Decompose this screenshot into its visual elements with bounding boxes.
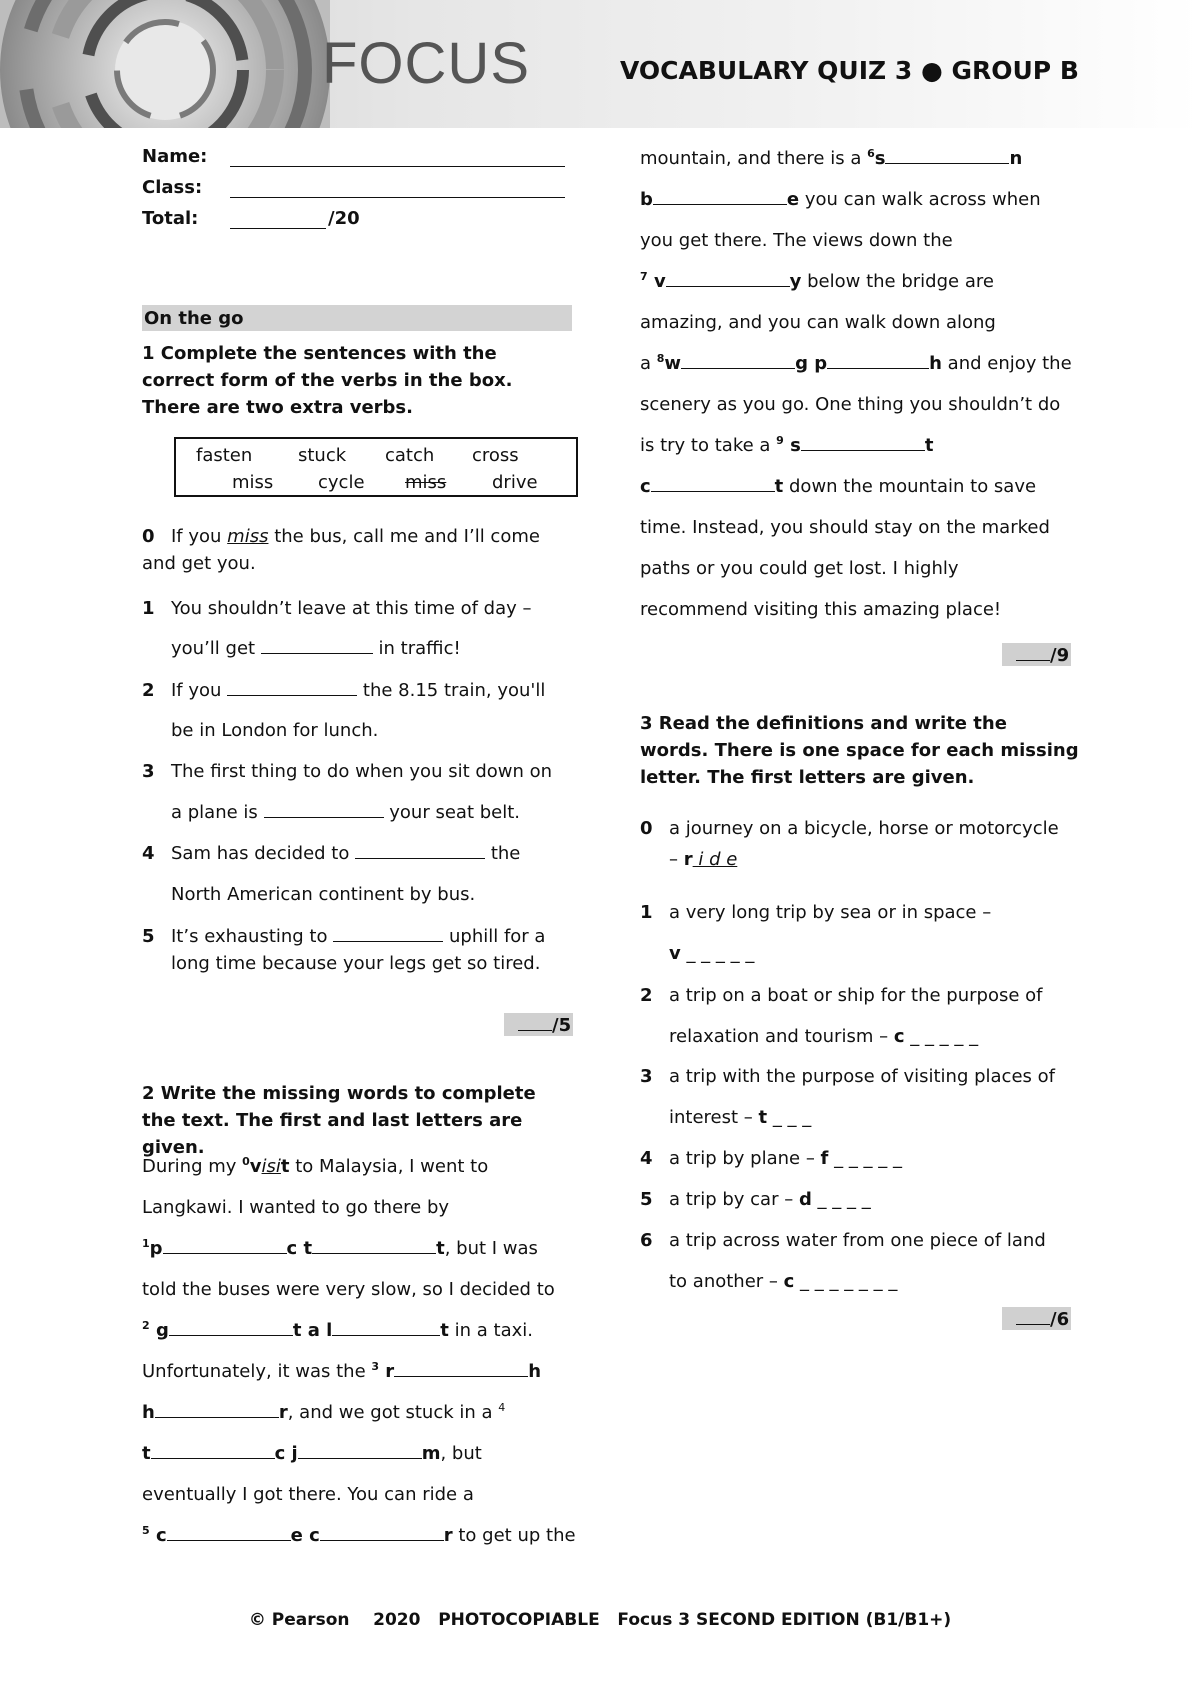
answer-blank[interactable]: [801, 450, 925, 451]
answer-blank[interactable]: [394, 1376, 528, 1377]
ex2-score: /9: [1002, 643, 1071, 666]
ex1-item-2: 2 If you the 8.15 train, you'll: [142, 680, 546, 701]
answer-blank[interactable]: [312, 1253, 436, 1254]
answer-blank[interactable]: [261, 653, 373, 654]
section-title: On the go: [144, 308, 244, 329]
focus-brand-logo: FOCUS: [322, 31, 530, 96]
ex1-item-3: 3 The first thing to do when you sit down on: [142, 761, 553, 782]
ex2-text-left: During my $^0$visit to Malaysia, I went to Langkawi. I wanted to go there by $^1$p c t t, but I was told the buses were very slow, so I decided to $^2$ g t a l t in a taxi. Unfortunately, it was the $^3$ r h h r, and we got stuck in a $^4$ t c j m, but eventually I got there. You can ride a $^5$ c e c r to get up the: [142, 1155, 576, 1546]
answer-blank[interactable]: [653, 204, 787, 205]
ex3-item-2: 2 a trip on a boat or ship for the purpose of relaxation and tourism – c _ _ _ _ _: [640, 985, 1043, 1047]
answer-blank[interactable]: [151, 1458, 275, 1459]
quiz-title: VOCABULARY QUIZ 3 ● GROUP B: [620, 56, 1079, 85]
answer-blank[interactable]: [827, 368, 929, 369]
answer-blank[interactable]: [666, 286, 790, 287]
class-field[interactable]: [230, 197, 565, 198]
ex3-item-0: 0 a journey on a bicycle, horse or motorcycle – r i d e: [640, 818, 1059, 870]
ex1-item-1-line2: you’ll get in traffic!: [171, 638, 461, 659]
verb-box-word: cycle: [318, 472, 365, 493]
answer-blank[interactable]: [163, 1253, 287, 1254]
ex1-item-5: 5 It’s exhausting to uphill for a: [142, 926, 546, 947]
item-number: 0: [142, 526, 155, 547]
total-max: /20: [328, 208, 360, 229]
ex3-score: /6: [1002, 1307, 1071, 1330]
answer-blank[interactable]: [167, 1540, 291, 1541]
ex1-item-0: 0 If you miss the bus, call me and I’ll come and get you.: [142, 523, 572, 577]
ex1-item-5-line2: long time because your legs get so tired.: [171, 953, 541, 974]
example-answer: miss: [227, 526, 269, 547]
ex1-item-1: 1 You shouldn’t leave at this time of day –: [142, 598, 532, 619]
ex1-instruction: 1 Complete the sentences with the correct form of the verbs in the box. There are two extra verbs.: [142, 343, 513, 418]
focus-swirl-logo: [0, 0, 330, 128]
verb-box-word-used: miss: [405, 472, 447, 493]
answer-blank[interactable]: [681, 368, 795, 369]
total-field[interactable]: [230, 228, 326, 229]
ex2-instruction: 2 Write the missing words to complete the text. The first and last letters are given.: [142, 1083, 536, 1158]
ex3-item-5: 5 a trip by car – d _ _ _ _: [640, 1189, 871, 1210]
answer-blank[interactable]: [885, 163, 1009, 164]
verb-box-word: stuck: [298, 445, 347, 466]
ex3-item-3: 3 a trip with the purpose of visiting places of interest – t _ _ _: [640, 1066, 1055, 1128]
footer-copyright: © Pearson 2020 PHOTOCOPIABLE Focus 3 SECOND EDITION (B1/B1+): [248, 1610, 952, 1630]
answer-blank[interactable]: [332, 1335, 440, 1336]
verb-box-word: fasten: [196, 445, 253, 466]
ex1-item-3-line2: a plane is your seat belt.: [171, 802, 521, 823]
answer-blank[interactable]: [298, 1458, 422, 1459]
answer-blank[interactable]: [155, 1417, 279, 1418]
ex1-score: /5: [504, 1013, 573, 1036]
ex3-item-4: 4 a trip by plane – f _ _ _ _ _: [640, 1148, 902, 1169]
answer-blank[interactable]: [264, 817, 384, 818]
ex3-item-6: 6 a trip across water from one piece of land to another – c _ _ _ _ _ _ _: [640, 1230, 1046, 1292]
answer-blank[interactable]: [320, 1540, 444, 1541]
answer-blank[interactable]: [227, 695, 357, 696]
verb-box-word: catch: [385, 445, 435, 466]
class-label: Class:: [142, 177, 203, 198]
name-label: Name:: [142, 146, 208, 167]
answer-blank[interactable]: [333, 941, 443, 942]
answer-blank[interactable]: [169, 1335, 293, 1336]
ex3-item-1: 1 a very long trip by sea or in space – v _ _ _ _ _: [640, 902, 992, 964]
ex2-text-right: mountain, and there is a $^6$s n b e you can walk across when you get there. The views down the $^7$ v y below the bridge are amazing, and you can walk down along a $^8$w g p h and enjoy the scenery as you go. One thing you shouldn’t do is try to take a $^9$ s t c t down the mountain to save time. Instead, you should stay on the marked paths or you could get lost. I highly recommend visiting this amazing place!: [640, 147, 1072, 620]
verb-box-word: cross: [472, 445, 519, 466]
total-label: Total:: [142, 208, 199, 229]
answer-blank[interactable]: [355, 858, 485, 859]
ex1-item-4: 4 Sam has decided to the: [142, 843, 521, 864]
ex3-instruction: 3 Read the definitions and write the words. There is one space for each missing letter. The first letters are given.: [640, 713, 1079, 788]
ex1-item-4-line2: North American continent by bus.: [171, 884, 476, 905]
verb-box-word: drive: [492, 472, 538, 493]
name-field[interactable]: [230, 166, 565, 167]
verb-box-word: miss: [232, 472, 274, 493]
answer-blank[interactable]: [651, 491, 775, 492]
ex1-item-2-line2: be in London for lunch.: [171, 720, 379, 741]
